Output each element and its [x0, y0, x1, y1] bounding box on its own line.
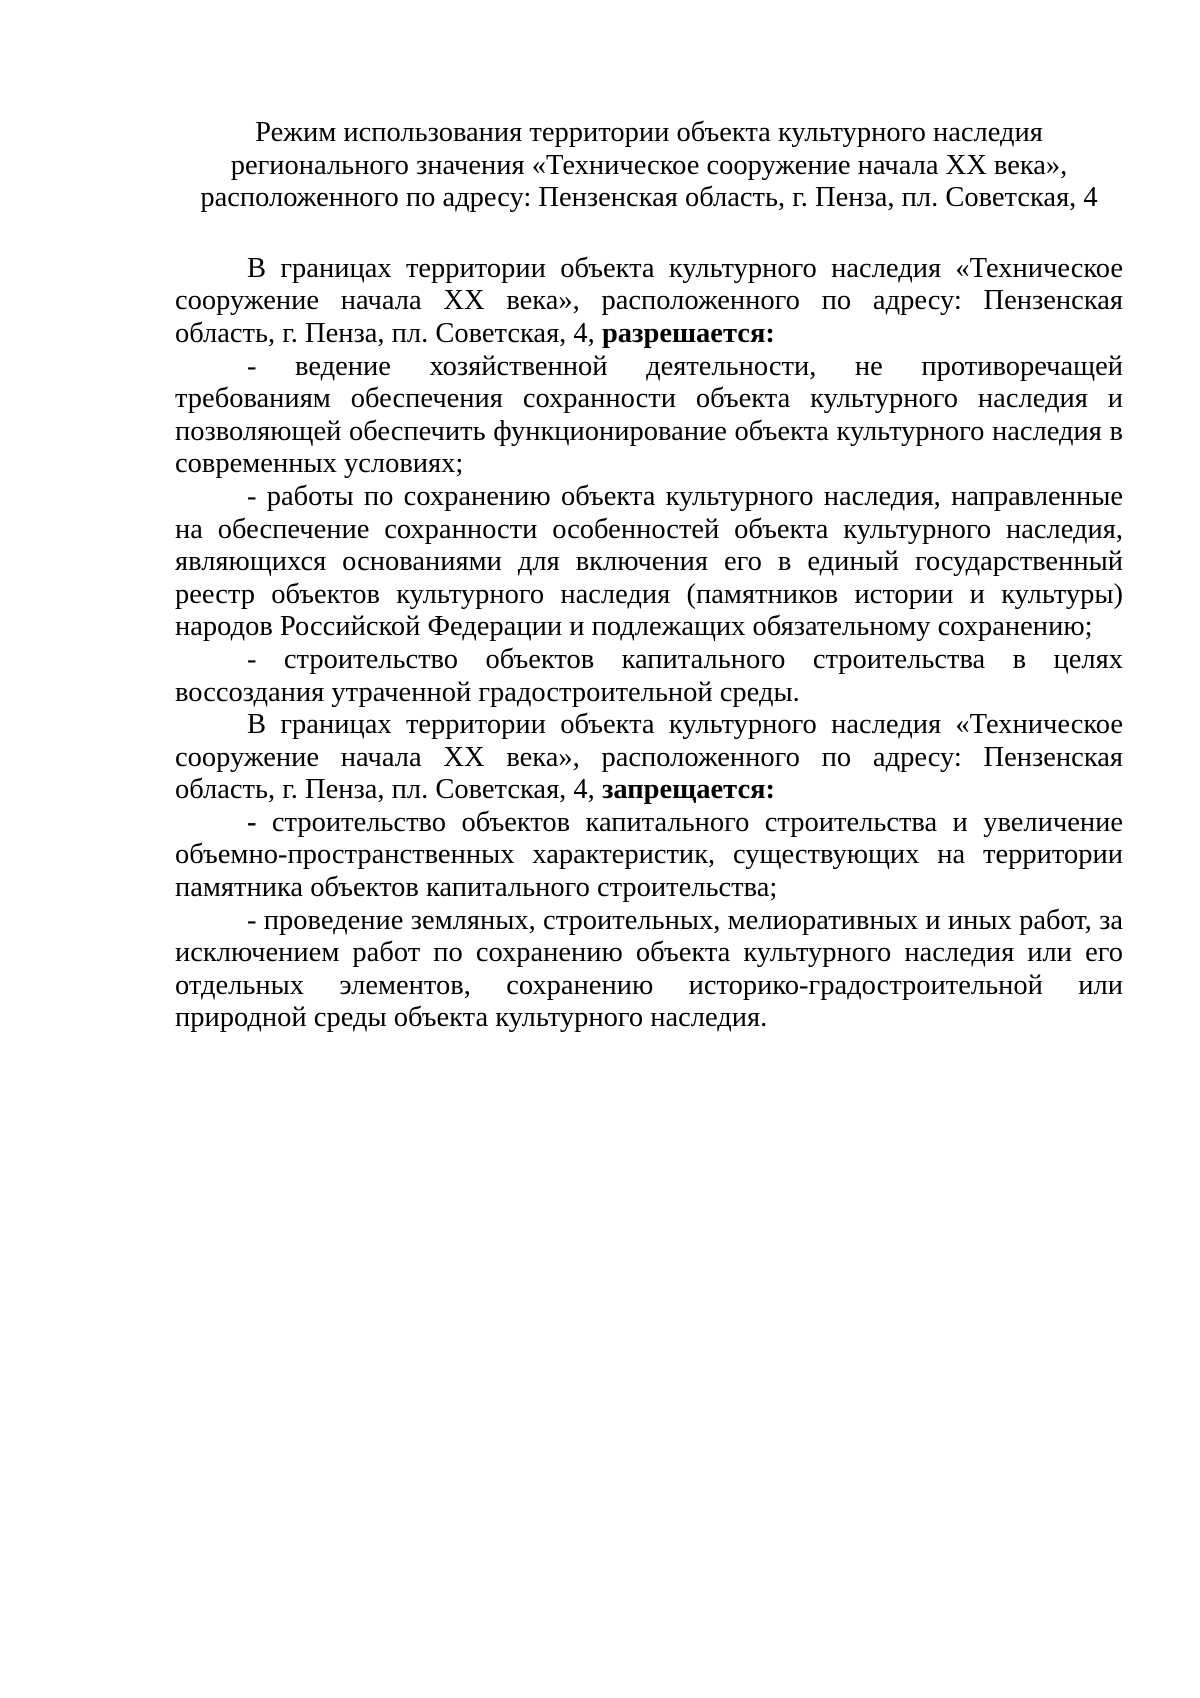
allowed-item-3: - строительство объектов капитального строительства в целях воссоздания утраченной градостроительной среды. [175, 643, 1123, 708]
document-title [175, 117, 1123, 215]
allowed-intro-text: В границах территории объекта культурного наследия «Техническое сооружение начала XX века», расположенного по адресу: Пензенская область, г. Пенза, пл. Советская, 4, [175, 252, 1123, 349]
title-line-3: расположенного по адресу: Пензенская область, г. Пенза, пл. Советская, 4 [200, 182, 1098, 214]
forbidden-item-1-dash: - [247, 806, 257, 838]
forbidden-item-1-text: строительство объектов капитального строительства и увеличение объемно-пространственных характеристик, существующих на территории памятника объектов капитального строительства; [175, 806, 1124, 904]
forbidden-intro-paragraph [175, 709, 1123, 807]
forbidden-keyword: запрещается: [601, 774, 776, 806]
allowed-item-1: - ведение хозяйственной деятельности, не противоречащей требованиям обеспечения сохранности объекта культурного наследия и позволяющей обеспечить функционирование объекта культурного наследия в современных условиях; [175, 350, 1123, 480]
forbidden-item-1 [175, 807, 1123, 905]
forbidden-item-2-text: - проведение земляных, строительных, мелиоративных и иных работ, за исключением работ по сохранению объекта культурного наследия или его отдельных элементов, сохранению историко-градостроительной или природной среды объекта культурного наследия. [175, 904, 1123, 1034]
allowed-intro-paragraph [175, 253, 1123, 351]
forbidden-intro-text: В границах территории объекта культурного наследия «Техническое сооружение начала XX века», расположенного по адресу: Пензенская область, г. Пенза, пл. Советская, 4, [175, 709, 1123, 806]
title-line-2: регионального значения «Техническое сооружение начала XX века», [230, 149, 1068, 181]
forbidden-item-2 [175, 905, 1123, 1035]
allowed-item-2: - работы по сохранению объекта культурного наследия, направленные на обеспечение сохранности особенностей объекта культурного наследия, являющихся основаниями для включения его в единый государственный реестр объектов культурного наследия (памятников истории и культуры) народов Российской Федерации и подлежащих обязательному сохранению; [175, 480, 1123, 643]
document-body [175, 117, 1123, 1035]
allowed-keyword: разрешается: [601, 317, 775, 349]
title-line-1: Режим использования территории объекта культурного наследия [255, 117, 1043, 148]
